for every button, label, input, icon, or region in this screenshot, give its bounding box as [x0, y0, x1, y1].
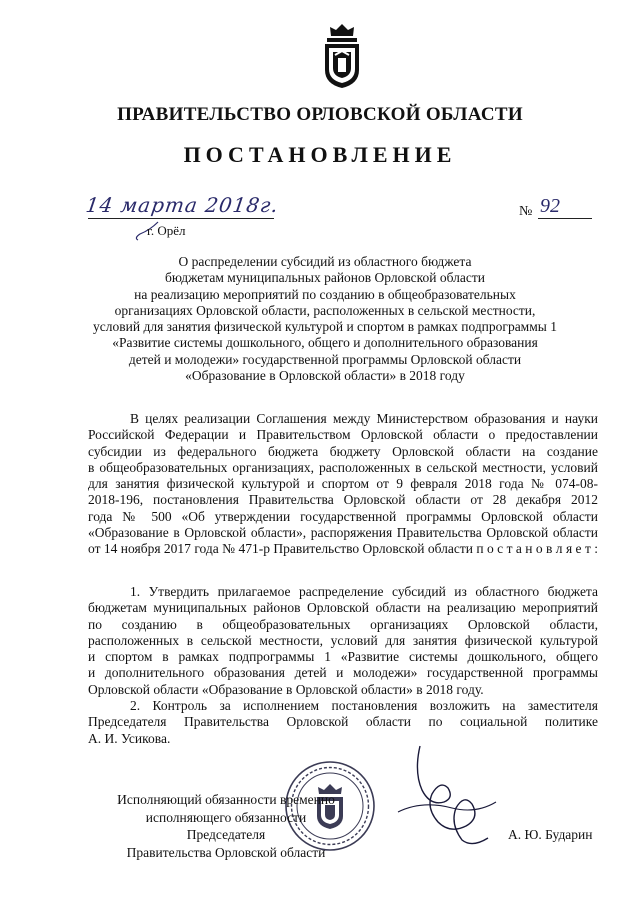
government-title: ПРАВИТЕЛЬСТВО ОРЛОВСКОЙ ОБЛАСТИ — [117, 104, 523, 125]
paragraph-line: А. И. Усикова. — [88, 730, 171, 746]
paragraph-line: 2018-196, постановления Правительства Орловской области от 28 декабря 2012 — [88, 492, 598, 508]
subject-line: «Развитие системы дошкольного, общего и дополнительного образования — [112, 335, 538, 351]
signatory-position — [106, 791, 346, 861]
paragraph-line: Председателя Правительства Орловской области по социальной политике — [88, 714, 598, 730]
number-label: № — [519, 204, 533, 219]
position-line: Исполняющий обязанности временно — [117, 792, 335, 807]
position-line: исполняющего обязанности Председателя — [145, 809, 307, 842]
paragraph-line: года № 500 «Об утверждении государственной программы Орловской области — [88, 508, 598, 524]
city-label: г. Орёл — [147, 223, 186, 238]
handwritten-number: 92 — [540, 195, 560, 217]
paragraph-line: бюджетам муниципальных районов Орловской области на реализацию мероприятий — [88, 600, 598, 616]
subject-line: О распределении субсидий из областного бюджета — [178, 254, 472, 269]
number-underline — [538, 218, 592, 219]
paragraph-line: «Образование в Орловской области», распоряжения Правительства Орловской области — [88, 525, 598, 541]
paragraph-line: от 14 ноября 2017 года № 471-р Правительство Орловской области п о с т а н о в л я е т : — [88, 541, 598, 557]
paragraph-line: В целях реализации Соглашения между Министерством образования и науки — [130, 411, 598, 426]
preamble-paragraph — [88, 411, 598, 558]
item-2-paragraph — [88, 698, 598, 747]
signatory-name: А. Ю. Бударин — [508, 827, 593, 842]
date-underline — [88, 218, 274, 219]
paragraph-line: Российской Федерации и Правительством Орловской области о предоставлении — [88, 427, 598, 443]
subject-line: бюджетам муниципальных районов Орловской области — [165, 270, 485, 286]
handwritten-date: 14 марта 2018г. — [84, 193, 281, 217]
position-line: Правительства Орловской области — [126, 844, 326, 860]
item-1-paragraph — [88, 584, 598, 698]
subject-line: «Образование в Орловской области» в 2018 году — [185, 368, 465, 384]
subject-line: условий для занятия физической культурой и спортом в рамках подпрограммы 1 — [93, 319, 557, 335]
paragraph-line: 2. Контроль за исполнением постановления возложить на заместителя — [130, 698, 598, 713]
paragraph-line: Орловской области «Образование в Орловской области» в 2018 году. — [88, 681, 484, 697]
handwritten-signature — [392, 742, 502, 850]
paragraph-line: для занятия физической культурой и спортом от 9 февраля 2018 года № 074-08- — [88, 476, 598, 492]
paragraph-line: и спортом в рамках подпрограммы 1 «Развитие системы дошкольного, общего — [88, 649, 598, 665]
paragraph-line: в общеобразовательных организациях, расположенных в сельской местности, условий — [88, 459, 598, 475]
paragraph-line: и дополнительного образования детей и молодежи» государственной программы — [88, 665, 598, 681]
paragraph-line: субсидии из федерального бюджета бюджету Орловской области на создание — [88, 443, 598, 459]
document-type-title: ПОСТАНОВЛЕНИЕ — [183, 142, 457, 167]
decree-subject — [60, 254, 590, 384]
coat-of-arms-emblem — [321, 22, 363, 90]
paragraph-line: 1. Утвердить прилагаемое распределение субсидий из областного бюджета — [130, 584, 598, 599]
paragraph-line: по созданию в общеобразовательных организациях Орловской области, — [88, 616, 598, 632]
subject-line: организациях Орловской области, расположенных в сельской местности, — [114, 302, 536, 318]
subject-line: детей и молодежи» государственной программы Орловской области — [128, 351, 522, 367]
subject-line: на реализацию мероприятий по созданию в общеобразовательных — [134, 286, 516, 302]
paragraph-line: расположенных в сельской местности, условий для занятия физической культурой — [88, 632, 598, 648]
